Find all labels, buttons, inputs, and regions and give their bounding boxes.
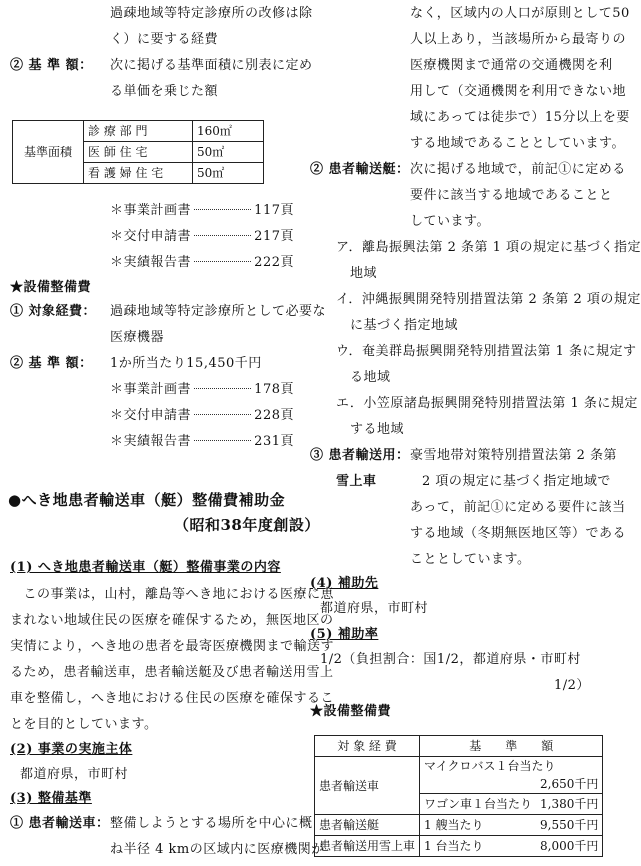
area-row-value: 50㎡ xyxy=(193,163,264,184)
main-subtitle: （昭和38年度創設） xyxy=(174,516,320,534)
list-item-cont: 地域 xyxy=(350,266,378,281)
list-item: イ．沖縄振興開発特別措置法第 2 条第 2 項の規定 xyxy=(336,292,641,307)
text-line: 1か所当たり15,450千円 xyxy=(110,356,262,371)
text-line: する地域であることとしています。 xyxy=(410,136,625,151)
body-line: まれない地域住民の医療を確保するため，無医地区の xyxy=(10,613,334,628)
text-line: なく，区域内の人口が原則として50 xyxy=(410,6,630,21)
table-cell-amount: 8,000千円 xyxy=(536,836,603,857)
kijun-heading: ② 基 準 額： xyxy=(10,58,93,73)
text-line: 域にあっては徒歩で）15分以上を要 xyxy=(410,110,630,125)
kijun2-heading: ② 基 準 額： xyxy=(10,356,93,371)
table-cell-name: 患者輸送艇 xyxy=(315,815,420,836)
area-row-name: 診 療 部 門 xyxy=(84,121,193,142)
text-line: 要件に該当する地域であることと xyxy=(410,188,613,203)
main-title: ●へき地患者輸送車（艇）整備費補助金 xyxy=(8,491,286,509)
text-line: 過疎地域等特定診療所の改修は除 xyxy=(110,6,313,21)
list-item-cont: に基づく指定地域 xyxy=(350,318,459,333)
area-row-name: 看 護 婦 住 宅 xyxy=(84,163,193,184)
body-line: 1/2（負担割合：国1/2，都道府県・市町村 xyxy=(320,652,581,667)
body-line: 都道府県，市町村 xyxy=(20,767,129,782)
text-line: 用して（交通機関を利用できない地 xyxy=(410,84,627,99)
section-heading: (3) 整備基準 xyxy=(10,791,92,806)
body-line: 実情により，へき地の患者を最寄医療機関まで輸送す xyxy=(10,639,335,654)
body-line: 都道府県，市町村 xyxy=(320,601,429,616)
table-cell-value: マイクロバス１台当たり 2,650千円 xyxy=(420,757,603,794)
table-cell-text: 1 艘当たり xyxy=(420,815,537,836)
area-row-value: 160㎡ xyxy=(193,121,264,142)
body-line: 1/2） xyxy=(554,678,590,693)
text-line: 過疎地域等特定診療所として必要な xyxy=(110,304,327,319)
table-cell-text: ワゴン車１台当たり xyxy=(420,794,537,815)
ref-line: ＊事業計画書 117頁 xyxy=(110,203,294,218)
body-line: この事業は，山村，離島等へき地における医療に恵 xyxy=(10,587,335,602)
table-cell-name: 患者輸送車 xyxy=(315,757,420,815)
text-line: 医療機器 xyxy=(110,330,165,345)
text-line: 整備しようとする場所を中心に概 xyxy=(110,816,313,831)
ref-line: ＊交付申請書 228頁 xyxy=(110,408,294,423)
item-heading: ② 患者輸送艇： xyxy=(310,162,410,177)
list-item-cont: する地域 xyxy=(350,422,405,437)
list-item-cont: る地域 xyxy=(350,370,391,385)
section-heading: (4) 補助先 xyxy=(310,576,379,591)
item-heading: ③ 患者輸送用： xyxy=(310,448,410,463)
table-cell-amount: 1,380千円 xyxy=(536,794,603,815)
text-line: 医療機関まで通常の交通機関を利 xyxy=(410,58,613,73)
ref-line: ＊交付申請書 217頁 xyxy=(110,229,294,244)
text-line: ね半径 4 kmの区域内に医療機関が xyxy=(110,842,325,857)
equipment-table xyxy=(314,735,603,857)
text-line: しています。 xyxy=(410,214,490,229)
section-heading: (1) へき地患者輸送車（艇）整備事業の内容 xyxy=(10,560,281,575)
table-cell-amount: 9,550千円 xyxy=(536,815,603,836)
area-table xyxy=(12,120,264,184)
text-line: る単価を乗じた額 xyxy=(110,84,219,99)
item-heading: ① 患者輸送車： xyxy=(10,816,110,831)
ref-line: ＊事業計画書 178頁 xyxy=(110,382,294,397)
text-line: く）に要する経費 xyxy=(110,32,219,47)
section-heading: (2) 事業の実施主体 xyxy=(10,742,133,757)
text-line: 人以上あり，当該場所から最寄りの xyxy=(410,32,627,47)
area-row-name: 医 師 住 宅 xyxy=(84,142,193,163)
section-title: ★設備整備費 xyxy=(10,280,92,295)
list-item: ア．離島振興法第 2 条第 1 項の規定に基づく指定 xyxy=(336,240,641,255)
text-line: 豪雪地帯対策特別措置法第 2 条第 xyxy=(410,448,618,463)
body-line: 車を整備し，へき地における住民の医療を確保するこ xyxy=(10,691,335,706)
table-header: 対 象 経 費 xyxy=(315,736,420,757)
section-title: ★設備整備費 xyxy=(310,704,392,719)
table-cell-name: 患者輸送用雪上車 xyxy=(315,836,420,857)
ref-line: ＊実績報告書 222頁 xyxy=(110,255,294,270)
list-item: ウ．奄美群島振興開発特別措置法第 1 条に規定す xyxy=(336,344,637,359)
taisho-heading: ① 対象経費： xyxy=(10,304,97,319)
body-line: るため，患者輸送車，患者輸送艇及び患者輸送用雪上 xyxy=(10,665,334,680)
text-line: 次に掲げる地域で，前記①に定める xyxy=(410,162,626,177)
text-line: こととしています。 xyxy=(410,552,531,567)
area-group-label: 基準面積 xyxy=(13,121,84,184)
text-line: 次に掲げる基準面積に別表に定め xyxy=(110,58,313,73)
item-heading-cont: 雪上車 xyxy=(336,474,377,489)
area-row-value: 50㎡ xyxy=(193,142,264,163)
table-header: 基 準 額 xyxy=(420,736,603,757)
table-cell-text: 1 台当たり xyxy=(420,836,537,857)
text-line: あって，前記①に定める要件に該当 xyxy=(410,500,626,515)
list-item: エ．小笠原諸島振興開発特別措置法第 1 条に規定 xyxy=(336,396,638,411)
text-line: する地域（冬期無医地区等）である xyxy=(410,526,627,541)
ref-line: ＊実績報告書 231頁 xyxy=(110,434,294,449)
text-line: 2 項の規定に基づく指定地域で xyxy=(422,474,611,489)
section-heading: (5) 補助率 xyxy=(310,627,379,642)
body-line: とを目的としています。 xyxy=(10,717,158,732)
